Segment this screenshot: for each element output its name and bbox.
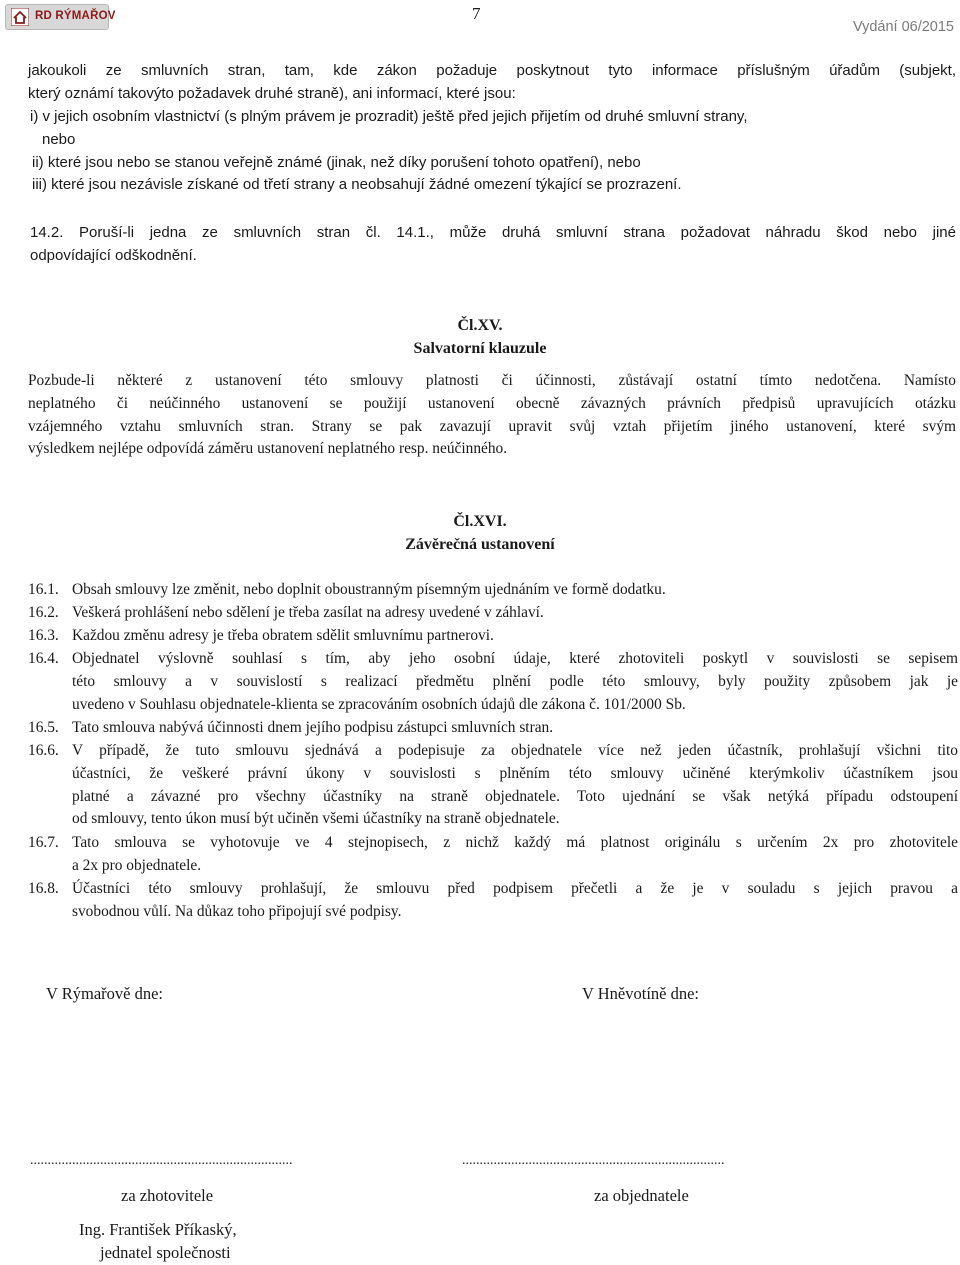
article-16-number: Čl.XVI. bbox=[453, 513, 507, 530]
signature-place-right: V Hněvotíně dne: bbox=[582, 984, 700, 1003]
text-line: který oznámí takovýto požadavek druhé straně), ani informací, které jsou: bbox=[28, 84, 516, 102]
text-line: V případě, že tuto smlouvu sjednává a podepisuje za objednatele více než jeden účastník, prohlašují všichni tito bbox=[72, 742, 958, 759]
clause-number: 16.8. bbox=[28, 880, 59, 897]
clause-number: 16.7. bbox=[28, 834, 59, 851]
article-16-title: Závěrečná ustanovení bbox=[405, 536, 555, 553]
text-line: svobodnou vůlí. Na důkaz toho připojují své podpisy. bbox=[72, 902, 402, 920]
text-line: Obsah smlouvy lze změnit, nebo doplnit oboustranným písemným ujednáním ve formě dodatku. bbox=[72, 581, 666, 598]
confidentiality-clause bbox=[28, 60, 956, 106]
signatory-title: jednatel společnosti bbox=[100, 1243, 231, 1262]
text-line: Tato smlouva se vyhotovuje ve 4 stejnopisech, z nichž každý má platnost originálu s určením 2x pro zhotovitele bbox=[72, 834, 958, 851]
logo-text: RD RÝMAŘOV bbox=[35, 10, 116, 22]
house-icon bbox=[11, 8, 29, 26]
text-line: platné a závazné pro všechny účastníky na straně objednatele. Toto ujednání se však netýká případu odstoupení bbox=[72, 787, 958, 805]
text-line: Objednatel výslovně souhlasí s tím, aby jeho osobní údaje, které zhotoviteli poskytl v souvislosti se sepisem bbox=[72, 650, 958, 667]
signature-line-left: ........................................................................... bbox=[30, 1153, 293, 1168]
text-line: neplatného či neúčinného ustanovení se použijí ustanovení obecně závazných právních předpisů upravujících otázku bbox=[28, 394, 956, 412]
text-line: od smlouvy, tento úkon musí být učiněn všemi účastníky na straně objednatele. bbox=[72, 810, 560, 828]
article-15-body bbox=[28, 370, 956, 461]
text-line: výsledkem nejlépe odpovídá záměru ustanovení neplatného resp. neúčinného. bbox=[28, 440, 508, 458]
text-line: této smlouvy a v souvislostí s realizací předmětu plnění podle této smlouvy, byly použity způsobem jak je bbox=[72, 672, 958, 690]
article-15-title: Salvatorní klauzule bbox=[413, 340, 547, 357]
text-line: uvedeno v Souhlasu objednatele-klienta se zpracováním osobních údajů dle zákona č. 101/2000 Sb. bbox=[72, 695, 686, 713]
text-line: Veškerá prohlášení nebo sdělení je třeba zasílat na adresy uvedené v záhlaví. bbox=[72, 604, 544, 621]
list-item: ii) které jsou nebo se stanou veřejně známé (jinak, než díky porušení tohoto opatření), nebo bbox=[32, 153, 641, 171]
text-line: a 2x pro objednatele. bbox=[72, 856, 202, 874]
edition-label: Vydání 06/2015 bbox=[852, 19, 954, 35]
signatory-name: Ing. František Příkaský, bbox=[79, 1220, 237, 1239]
clause-number: 16.5. bbox=[28, 719, 59, 736]
signature-role-right: za objednatele bbox=[594, 1186, 689, 1205]
list-item: iii) které jsou nezávisle získané od třetí strany a neobsahují žádné omezení týkající se prozrazení. bbox=[32, 176, 682, 194]
list-item-continuation: nebo bbox=[42, 130, 76, 148]
clause-number: 16.3. bbox=[28, 627, 59, 644]
text-line: Účastníci této smlouvy prohlašují, že smlouvu před podpisem přečetli a že je v souladu s jejich pravou a bbox=[72, 880, 958, 897]
text-line: Tato smlouva nabývá účinnosti dnem jejího podpisu zástupci smluvních stran. bbox=[72, 719, 554, 736]
text-line: jakoukoli ze smluvních stran, tam, kde zákon požaduje poskytnout tyto informace příslušným úřadům (subjekt, bbox=[28, 62, 956, 79]
company-logo bbox=[5, 4, 116, 30]
text-line: Každou změnu adresy je třeba obratem sdělit smluvnímu partnerovi. bbox=[72, 627, 494, 644]
page-number: 7 bbox=[472, 4, 481, 23]
signature-role-left: za zhotovitele bbox=[121, 1186, 214, 1205]
clause-number: 16.6. bbox=[28, 742, 59, 759]
clause-14-2 bbox=[30, 222, 956, 268]
list-item: i) v jejich osobním vlastnictví (s plným právem je prozradit) ještě před jejich přijetím od druhé smluvní strany, bbox=[30, 108, 748, 125]
text-line: vzájemného vztahu smluvních stran. Strany se pak zavazují upravit svůj vztah přijetím jiného ustanovení, které svým bbox=[28, 417, 956, 435]
text-line: Pozbude-li některé z ustanovení této smlouvy platnosti či účinnosti, zůstávají ostatní tímto nedotčena. Namísto bbox=[28, 372, 956, 389]
signature-line-right: ........................................................................... bbox=[462, 1153, 725, 1168]
confidentiality-list bbox=[30, 106, 956, 197]
signature-place-left: V Rýmařově dne: bbox=[46, 984, 164, 1003]
text-line: odpovídající odškodnění. bbox=[30, 246, 197, 264]
clause-number: 16.4. bbox=[28, 650, 59, 667]
text-line: 14.2. Poruší-li jedna ze smluvních stran čl. 14.1., může druhá smluvní strana požadovat náhradu škod nebo jiné bbox=[30, 224, 956, 241]
clause-number: 16.1. bbox=[28, 581, 59, 598]
article-15-number: Čl.XV. bbox=[457, 317, 503, 334]
text-line: účastníci, že veškeré právní úkony v souvislosti s plněním této smlouvy učiněné kterýmkoliv účastníkem jsou bbox=[72, 764, 958, 782]
clause-number: 16.2. bbox=[28, 604, 59, 621]
